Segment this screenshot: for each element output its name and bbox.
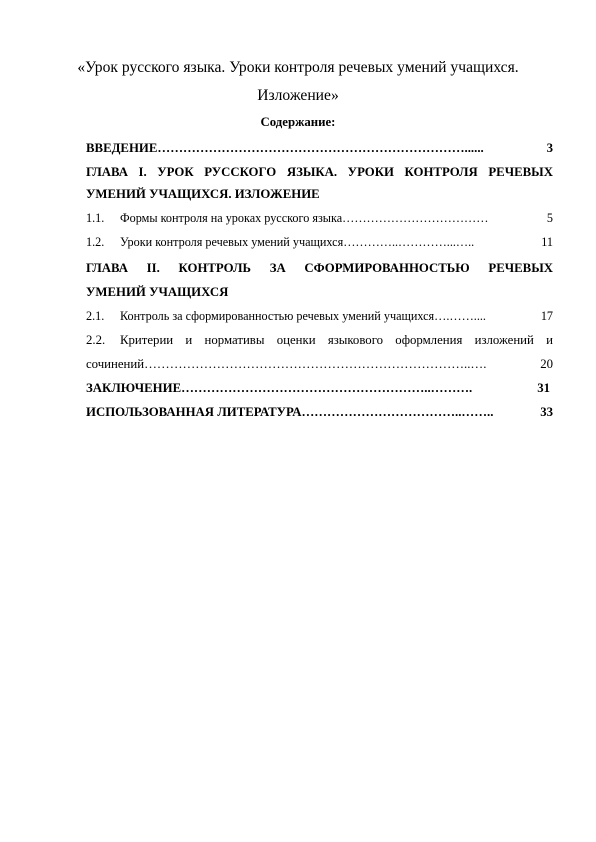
document-title-line1: «Урок русского языка. Уроки контроля речевых умений учащихся. (77, 59, 519, 76)
toc-entry-text: ЗАКЛЮЧЕНИЕ (86, 381, 182, 395)
toc-entry-text: ВВЕДЕНИЕ (86, 141, 158, 155)
toc-page-number: 33 (540, 405, 553, 419)
toc-entry-text-line1: Критерии и нормативы оценки языкового оформления изложений и (120, 333, 553, 347)
toc-chapter1-line2: УМЕНИЙ УЧАЩИХСЯ. ИЗЛОЖЕНИЕ (86, 187, 320, 201)
toc-leader-dots: …………………………………………………..………. (181, 381, 473, 395)
toc-entry-2-2-continued (86, 356, 553, 372)
toc-chapter2-line2: УМЕНИЙ УЧАЩИХСЯ (86, 285, 229, 299)
toc-page-number: 3 (546, 141, 553, 155)
toc-chapter1-line1: ГЛАВА I. УРОК РУССКОГО ЯЗЫКА. УРОКИ КОНТРОЛЯ РЕЧЕВЫХ (86, 165, 553, 179)
toc-leader-dots: ….…….... (434, 309, 486, 323)
toc-entry-introduction (86, 140, 553, 156)
toc-entry-text: Формы контроля на уроках русского языка (120, 211, 343, 225)
toc-page-number: 20 (540, 357, 553, 371)
toc-page-number: 17 (540, 309, 553, 323)
toc-entry-text: Уроки контроля речевых умений учащихся (120, 235, 344, 249)
toc-entry-1-2 (86, 234, 553, 250)
toc-entry-number: 2.1. (86, 309, 105, 323)
toc-leader-dots: ……………………………… (342, 211, 489, 225)
toc-leader-dots: ………………………………..…….. (301, 405, 494, 419)
toc-entry-number: 1.2. (86, 235, 105, 249)
contents-heading: Содержание: (260, 115, 336, 129)
toc-entry-conclusion (86, 380, 550, 396)
toc-leader-dots: …………..…………...….. (343, 235, 475, 249)
toc-entry-2-2 (86, 332, 553, 348)
toc-entry-literature (86, 404, 553, 420)
toc-leader-dots: …………………………………………………………………..…. (144, 357, 487, 371)
toc-chapter2-line1: ГЛАВА II. КОНТРОЛЬ ЗА СФОРМИРОВАННОСТЬЮ РЕЧЕВЫХ (86, 261, 553, 275)
toc-entry-text: Контроль за сформированностью речевых умений учащихся (120, 309, 435, 323)
toc-entry-text: ИСПОЛЬЗОВАННАЯ ЛИТЕРАТУРА (86, 405, 302, 419)
document-title-line2: Изложение» (257, 87, 339, 104)
toc-entry-2-1 (86, 308, 553, 324)
toc-entry-text-line2: сочинений (86, 357, 145, 371)
toc-page-number: 5 (546, 211, 553, 225)
toc-entry-number: 2.2. (86, 333, 106, 347)
toc-leader-dots: ………………………………………………………………...... (157, 141, 484, 155)
toc-entry-number: 1.1. (86, 211, 105, 225)
toc-page-number: 31 (537, 381, 550, 395)
toc-page-number: 11 (541, 235, 553, 249)
toc-entry-1-1 (86, 210, 553, 226)
